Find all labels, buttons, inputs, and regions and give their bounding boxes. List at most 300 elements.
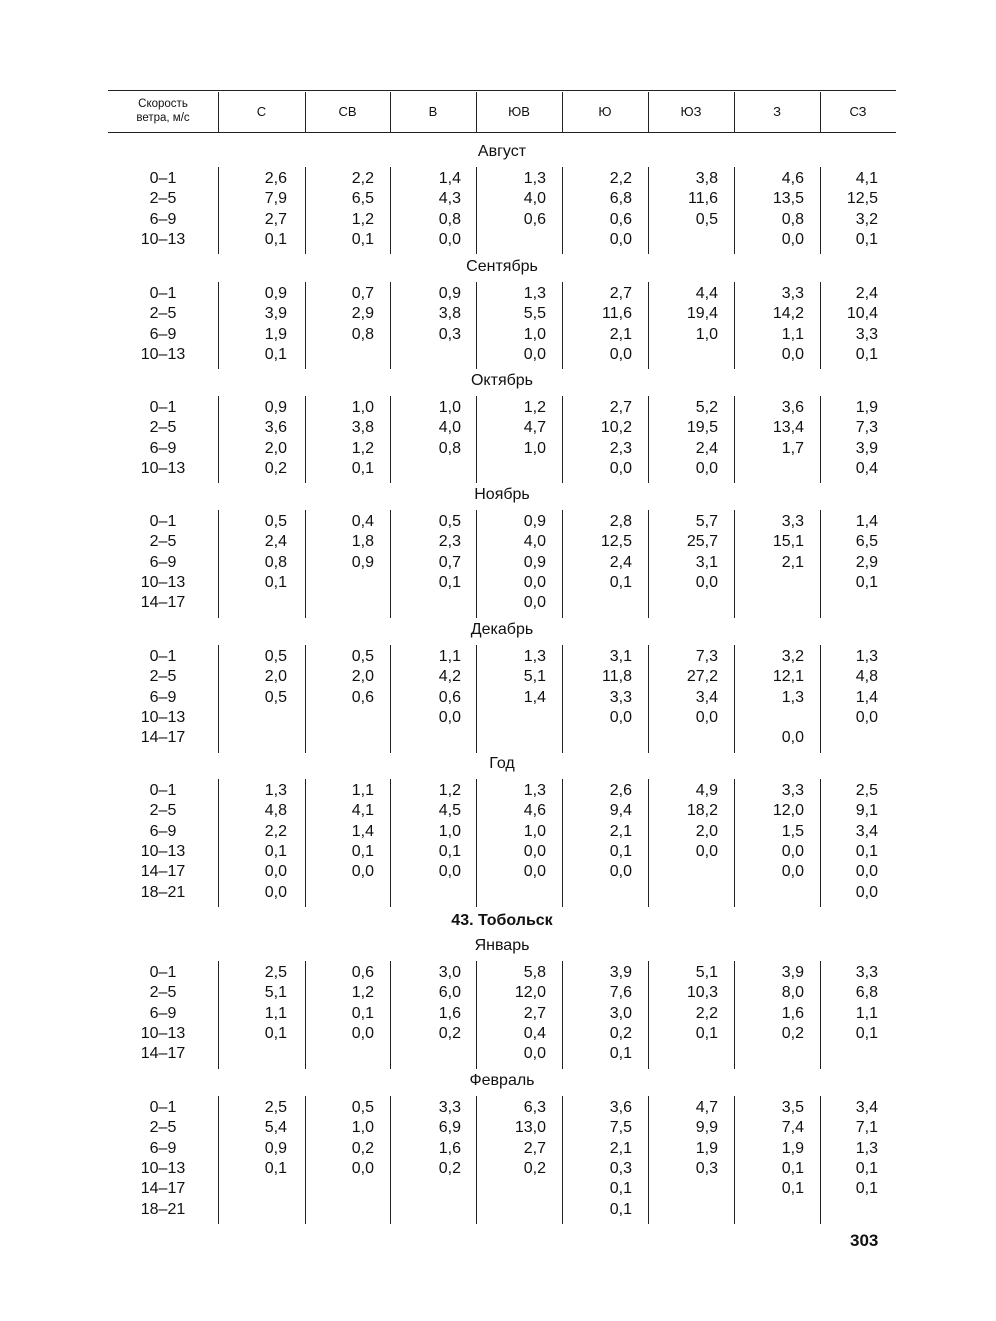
table-cell: 0,7 [438,553,461,571]
table-cell: 10,3 [686,984,718,1002]
table-cell: 4,0 [523,190,546,208]
table-cell: 0,5 [264,513,287,530]
table-cell: 0,2 [609,1024,632,1042]
table-cell: 0,0 [523,863,546,881]
header-divider [305,92,306,132]
table-cell: 3,1 [609,648,632,665]
column-divider [734,396,735,483]
table-cell: 0,1 [351,1004,374,1022]
column-divider [734,510,735,618]
table-cell: 14,2 [772,305,804,323]
speed-label: 6–9 [149,1139,177,1157]
column-divider [820,167,821,254]
header-speed-line: Скорость [138,98,188,110]
header-divider [218,92,219,132]
table-cell: 0,1 [609,1180,632,1198]
table-cell: 3,3 [781,782,804,799]
table-cell: 12,0 [514,984,546,1002]
table-cell: 27,2 [686,668,718,686]
column-divider [476,1096,477,1224]
table-cell: 7,9 [264,190,287,208]
table-cell: 2,1 [609,1139,632,1157]
table-cell: 0,0 [609,863,632,881]
column-divider [562,510,563,618]
table-cell: 12,5 [600,533,632,551]
table-cell: 0,1 [264,842,287,860]
table-cell: 1,2 [351,984,374,1002]
column-divider [734,645,735,753]
table-cell: 5,8 [523,964,546,981]
table-cell: 1,2 [351,210,374,228]
table-cell: 0,0 [781,842,804,860]
table-cell: 1,3 [781,688,804,706]
table-cell: 5,1 [264,984,287,1002]
table-cell: 0,1 [264,573,287,591]
speed-label: 10–13 [140,573,186,591]
column-divider [820,645,821,753]
table-cell: 7,1 [855,1119,878,1137]
column-divider [734,167,735,254]
table-cell: 3,8 [351,419,374,437]
speed-label: 2–5 [149,668,177,686]
speed-label: 14–17 [140,729,186,747]
table-cell: 0,4 [523,1024,546,1042]
table-cell: 1,6 [438,1004,461,1022]
speed-label: 18–21 [140,1200,186,1218]
speed-label: 2–5 [149,984,177,1002]
speed-label: 0–1 [149,513,177,530]
table-cell: 2,7 [609,285,632,302]
table-cell: 4,1 [351,802,374,820]
table-cell: 2,2 [264,822,287,840]
column-divider [648,396,649,483]
speed-label: 2–5 [149,419,177,437]
table-cell: 5,2 [695,399,718,416]
table-cell: 6,5 [855,533,878,551]
column-divider [476,167,477,254]
table-cell: 1,3 [264,782,287,799]
table-cell: 3,6 [264,419,287,437]
month-title: Октябрь [470,372,533,389]
header-divider [734,92,735,132]
table-cell: 0,1 [781,1159,804,1177]
column-divider [476,396,477,483]
table-cell: 0,0 [351,1024,374,1042]
speed-label: 6–9 [149,325,177,343]
header-direction: Ю [598,103,612,119]
column-divider [390,167,391,254]
table-cell: 3,2 [855,210,878,228]
table-cell: 0,4 [351,513,374,530]
table-cell: 8,0 [781,984,804,1002]
table-cell: 2,2 [695,1004,718,1022]
table-cell: 5,1 [523,668,546,686]
table-cell: 5,5 [523,305,546,323]
table-cell: 0,8 [264,553,287,571]
column-divider [820,396,821,483]
header-direction: В [428,103,438,119]
table-cell: 0,1 [855,842,878,860]
table-cell: 6,3 [523,1099,546,1116]
month-title: Февраль [469,1072,535,1089]
column-divider [648,779,649,907]
table-cell: 12,0 [772,802,804,820]
table-cell: 0,1 [264,1159,287,1177]
speed-label: 2–5 [149,533,177,551]
table-cell: 1,3 [523,170,546,187]
table-cell: 0,0 [438,230,461,248]
table-cell: 10,4 [846,305,878,323]
speed-label: 2–5 [149,1119,177,1137]
table-cell: 0,0 [695,708,718,726]
table-cell: 1,9 [264,325,287,343]
column-divider [820,961,821,1069]
column-divider [648,645,649,753]
header-divider [390,92,391,132]
table-cell: 1,0 [438,822,461,840]
table-cell: 0,0 [523,842,546,860]
speed-label: 6–9 [149,439,177,457]
column-divider [218,645,219,753]
table-cell: 0,0 [781,230,804,248]
speed-label: 10–13 [140,708,186,726]
table-cell: 4,6 [523,802,546,820]
table-cell: 0,1 [351,459,374,477]
table-cell: 13,4 [772,419,804,437]
header-divider [820,92,821,132]
table-cell: 0,0 [523,594,546,612]
table-cell: 1,4 [855,688,878,706]
column-divider [218,779,219,907]
table-cell: 3,0 [609,1004,632,1022]
header-bottom-rule [108,132,896,133]
month-title: Декабрь [470,621,534,638]
table-cell: 0,5 [264,688,287,706]
table-cell: 3,6 [781,399,804,416]
table-cell: 9,4 [609,802,632,820]
table-cell: 1,8 [351,533,374,551]
table-cell: 0,0 [695,573,718,591]
table-cell: 0,0 [781,729,804,747]
table-cell: 0,1 [855,230,878,248]
table-cell: 0,0 [781,345,804,363]
table-cell: 0,2 [438,1024,461,1042]
table-cell: 2,3 [609,439,632,457]
column-divider [218,961,219,1069]
table-cell: 0,9 [438,285,461,302]
month-title: Январь [474,937,530,954]
month-title: Год [489,755,515,772]
table-cell: 0,1 [609,573,632,591]
speed-label: 6–9 [149,553,177,571]
column-divider [562,396,563,483]
table-cell: 0,0 [609,459,632,477]
column-divider [218,167,219,254]
month-title: Август [477,143,527,160]
table-cell: 1,1 [855,1004,878,1022]
table-cell: 4,0 [523,533,546,551]
table-cell: 0,9 [264,399,287,416]
column-divider [305,779,306,907]
table-cell: 0,1 [438,842,461,860]
table-cell: 2,4 [609,553,632,571]
speed-label: 2–5 [149,802,177,820]
table-cell: 2,2 [609,170,632,187]
table-cell: 0,8 [781,210,804,228]
speed-label: 10–13 [140,345,186,363]
table-cell: 2,0 [351,668,374,686]
speed-label: 2–5 [149,305,177,323]
table-cell: 3,2 [781,648,804,665]
table-cell: 4,7 [523,419,546,437]
speed-label: 10–13 [140,230,186,248]
table-cell: 7,3 [695,648,718,665]
table-cell: 0,0 [609,230,632,248]
table-cell: 2,2 [351,170,374,187]
column-divider [390,396,391,483]
page-number: 303 [850,1231,879,1250]
table-cell: 2,5 [855,782,878,799]
column-divider [390,510,391,618]
speed-label: 0–1 [149,782,177,799]
column-divider [476,961,477,1069]
table-cell: 7,4 [781,1119,804,1137]
table-cell: 0,1 [609,1200,632,1218]
column-divider [562,645,563,753]
table-cell: 4,3 [438,190,461,208]
column-divider [305,1096,306,1224]
table-cell: 2,1 [781,553,804,571]
table-cell: 0,1 [264,345,287,363]
table-cell: 1,3 [523,285,546,302]
table-cell: 4,5 [438,802,461,820]
table-cell: 0,0 [438,863,461,881]
table-cell: 2,7 [609,399,632,416]
table-cell: 0,2 [351,1139,374,1157]
speed-label: 6–9 [149,1004,177,1022]
column-divider [305,167,306,254]
table-cell: 1,4 [855,513,878,530]
speed-label: 10–13 [140,1159,186,1177]
column-divider [648,1096,649,1224]
table-cell: 3,6 [609,1099,632,1116]
table-cell: 1,4 [438,170,461,187]
table-cell: 2,7 [264,210,287,228]
table-cell: 0,1 [695,1024,718,1042]
table-cell: 0,1 [855,1180,878,1198]
table-cell: 4,8 [264,802,287,820]
table-cell: 5,4 [264,1119,287,1137]
column-divider [218,1096,219,1224]
header-direction: ЮВ [508,103,530,119]
table-cell: 1,0 [351,1119,374,1137]
speed-label: 10–13 [140,842,186,860]
speed-label: 2–5 [149,190,177,208]
speed-label: 14–17 [140,594,186,612]
table-cell: 0,0 [523,573,546,591]
header-direction: С [256,103,267,119]
table-cell: 0,9 [523,513,546,530]
table-cell: 1,1 [264,1004,287,1022]
speed-label: 0–1 [149,964,177,981]
table-cell: 0,3 [438,325,461,343]
table-cell: 2,0 [695,822,718,840]
table-cell: 0,5 [351,1099,374,1116]
table-cell: 3,0 [438,964,461,981]
table-cell: 0,2 [781,1024,804,1042]
table-cell: 3,5 [781,1099,804,1116]
table-cell: 2,4 [264,533,287,551]
table-cell: 3,9 [855,439,878,457]
table-cell: 7,6 [609,984,632,1002]
table-cell: 2,5 [264,964,287,981]
table-cell: 0,6 [351,688,374,706]
header-direction: ЮЗ [680,103,702,119]
column-divider [648,167,649,254]
speed-label: 10–13 [140,459,186,477]
table-cell: 2,9 [351,305,374,323]
table-cell: 0,1 [351,842,374,860]
table-cell: 2,0 [264,668,287,686]
table-cell: 2,3 [438,533,461,551]
column-divider [305,396,306,483]
table-cell: 3,3 [855,964,878,981]
table-cell: 15,1 [772,533,804,551]
column-divider [734,961,735,1069]
column-divider [562,961,563,1069]
table-cell: 0,2 [438,1159,461,1177]
speed-label: 10–13 [140,1024,186,1042]
table-cell: 0,8 [351,325,374,343]
table-cell: 0,5 [695,210,718,228]
table-cell: 0,1 [264,1024,287,1042]
table-cell: 19,5 [686,419,718,437]
table-cell: 18,2 [686,802,718,820]
table-cell: 2,1 [609,822,632,840]
table-cell: 0,8 [438,439,461,457]
table-cell: 4,0 [438,419,461,437]
speed-label: 6–9 [149,822,177,840]
column-divider [820,1096,821,1224]
header-direction: СВ [338,103,357,119]
table-cell: 1,3 [523,648,546,665]
table-cell: 1,2 [523,399,546,416]
table-cell: 1,3 [855,1139,878,1157]
table-cell: 5,1 [695,964,718,981]
header-divider [562,92,563,132]
table-cell: 9,1 [855,802,878,820]
table-cell: 0,1 [855,573,878,591]
column-divider [476,282,477,369]
table-cell: 0,6 [351,964,374,981]
table-cell: 4,4 [695,285,718,302]
table-cell: 1,0 [438,399,461,416]
table-cell: 0,7 [351,285,374,302]
table-cell: 1,3 [855,648,878,665]
table-cell: 1,4 [351,822,374,840]
table-cell: 0,0 [351,1159,374,1177]
table-cell: 3,9 [609,964,632,981]
table-cell: 4,7 [695,1099,718,1116]
table-cell: 0,6 [438,688,461,706]
speed-label: 0–1 [149,170,177,187]
column-divider [476,510,477,618]
table-cell: 7,3 [855,419,878,437]
column-divider [562,1096,563,1224]
table-cell: 4,6 [781,170,804,187]
table-cell: 6,9 [438,1119,461,1137]
header-direction: З [773,103,781,119]
month-title: Сентябрь [466,258,538,275]
table-cell: 6,5 [351,190,374,208]
table-cell: 1,9 [781,1139,804,1157]
table-cell: 0,1 [609,842,632,860]
table-cell: 0,1 [855,1159,878,1177]
table-cell: 0,0 [523,345,546,363]
column-divider [305,282,306,369]
table-cell: 1,0 [523,822,546,840]
table-cell: 0,1 [855,345,878,363]
speed-label: 14–17 [140,863,186,881]
month-title: Ноябрь [474,486,530,503]
table-cell: 1,4 [523,688,546,706]
table-cell: 0,0 [781,863,804,881]
table-cell: 5,7 [695,513,718,530]
table-cell: 0,0 [855,883,878,901]
table-cell: 0,2 [264,459,287,477]
table-cell: 2,7 [523,1004,546,1022]
table-cell: 0,0 [609,345,632,363]
column-divider [734,779,735,907]
column-divider [734,282,735,369]
table-cell: 2,6 [609,782,632,799]
table-cell: 0,3 [695,1159,718,1177]
table-cell: 2,4 [695,439,718,457]
column-divider [390,1096,391,1224]
table-cell: 0,0 [695,459,718,477]
speed-label: 0–1 [149,285,177,302]
table-cell: 0,1 [264,230,287,248]
table-cell: 3,8 [438,305,461,323]
column-divider [218,282,219,369]
table-cell: 3,3 [438,1099,461,1116]
table-cell: 13,0 [514,1119,546,1137]
table-cell: 0,0 [523,1045,546,1063]
table-cell: 0,1 [855,1024,878,1042]
column-divider [218,510,219,618]
table-cell: 0,1 [351,230,374,248]
table-cell: 0,9 [264,1139,287,1157]
table-cell: 0,9 [264,285,287,302]
table-cell: 9,9 [695,1119,718,1137]
speed-label: 18–21 [140,883,186,901]
column-divider [734,1096,735,1224]
table-cell: 1,0 [351,399,374,416]
table-cell: 2,7 [523,1139,546,1157]
table-cell: 0,9 [351,553,374,571]
table-cell: 13,5 [772,190,804,208]
table-cell: 0,6 [609,210,632,228]
table-cell: 0,0 [351,863,374,881]
column-divider [305,961,306,1069]
speed-label: 14–17 [140,1180,186,1198]
column-divider [390,779,391,907]
header-speed [108,92,218,130]
speed-label: 6–9 [149,688,177,706]
table-cell: 1,6 [438,1139,461,1157]
column-divider [390,282,391,369]
table-cell: 11,6 [688,190,718,208]
